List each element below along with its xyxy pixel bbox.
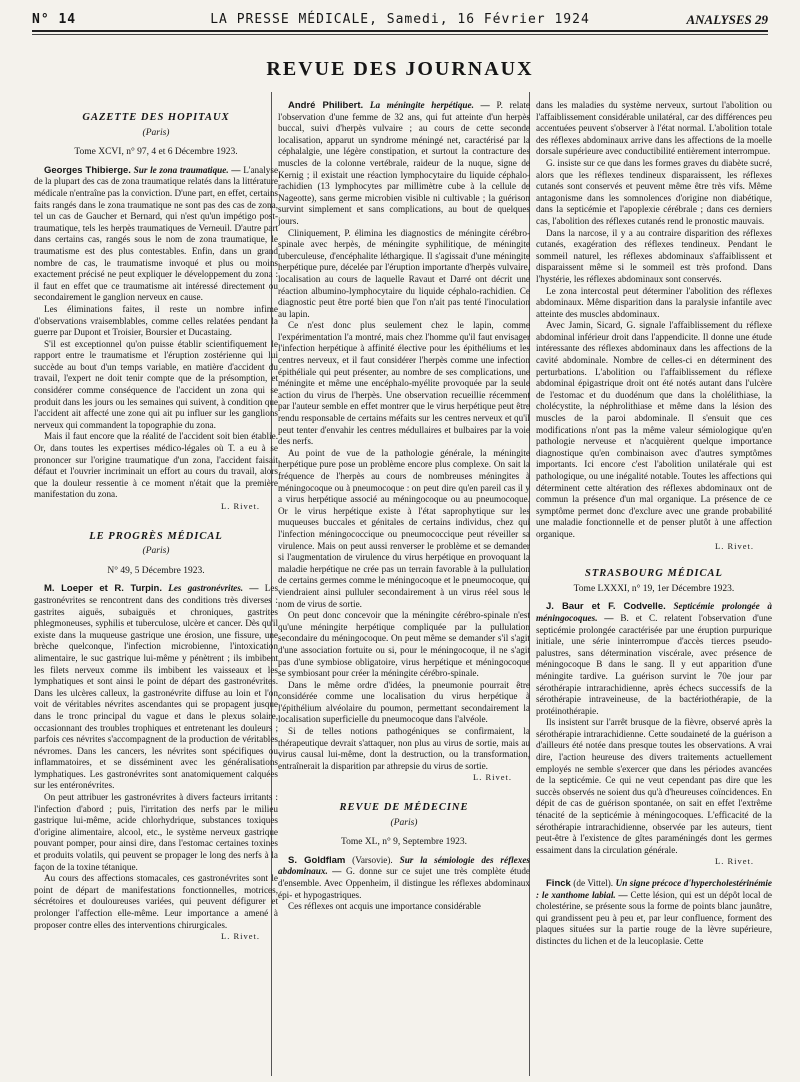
journal-city: (Paris) (142, 127, 170, 138)
article-signature: L. Rivet. (221, 931, 260, 942)
column-1 (34, 100, 278, 1075)
article-paragraph: Dans la narcose, il y a au contraire disparition des réflexes cutanés, exagération des réflexes tendineux. Pendant le sommeil naturel, les réflexes abdominaux s'affaiblissent et disparaissent même si le sommeil est très profond. Dans l'hystérie, les réflexes abdominaux sont conservés. (536, 227, 772, 284)
article-paragraph: dans les maladies du système nerveux, surtout l'abolition ou l'affaiblissement considérable unilatéral, car des différences peu accentuées peuvent s'observer à l'état normal. L'abolition totale des réflexes abdominaux arrive dans les affections de la moelle dorsale supérieure avec conductibilité entièrement interrompue. (536, 100, 772, 157)
article-signature: L. Rivet. (715, 540, 754, 551)
journal-heading: REVUE DE MÉDECINE (339, 802, 469, 814)
article-author: S. Goldflam (288, 854, 346, 866)
column-3 (536, 100, 772, 1075)
article-paragraph: Dans le même ordre d'idées, la pneumonie pourrait être considérée comme une localisation du virus herpétique à l'épithélium alvéolaire du poumon, permettant secondairement la localisation superficielle du pneumocoque dans l'alvéole. (278, 679, 530, 725)
journal-issue: Tome XCVI, n° 97, 4 et 6 Décembre 1923. (74, 147, 238, 158)
article-paragraph: S. Goldflam (Varsovie). Sur la sémiologie des réflexes abdominaux. — G. donne sur ce sujet une très complète étude d'ensemble. Avec Oppenheim, il distingue les réflexes abdominaux épi- et hypogastriques. (278, 854, 530, 900)
article-paragraph: G. insiste sur ce que dans les formes graves du diabète sucré, alors que les réflexes tendineux disparaissent, les réflexes cutanés sont conservés et peuvent même être très vifs. Même antagonisme dans les somnolences d'origine non diabétique, dans la septicémie et l'apoplexie cérébrale ; dans ces derniers cas, l'abolition des réflexes cutanés rend le pronostic mauvais. (536, 157, 772, 226)
article-title: Un signe précoce d'hypercholestérinémie : le xanthome labial. — (536, 878, 772, 900)
article-paragraph: Ils insistent sur l'arrêt brusque de la fièvre, observé après la sérothérapie intrarachidienne. Cette soudaineté de la guérison a d'ailleurs été notée dans presque toutes les observations. A vrai dire, l'action heureuse des divers traitements actuellement employés ne semble s'exercer que dans les périodes avancées de la septicémie. Ce qui ne veut cependant pas dire que les succès observés ne soient dus qu'à d'heureuses coïncidences. En dépit de cas de guérison spontanée, on sait en effet l'extrême ténacité de la septicémie à méningocoques. L'efficacité de la sérothérapie intrarachidienne, observée par les auteurs, tient peut-être à l'existence de gîtes paraméningés dont les germes essaiment dans la circulation générale. (536, 717, 772, 855)
article-paragraph: Ces réflexes ont acquis une importance considérable (288, 901, 481, 912)
section-page: ANALYSES 29 (686, 12, 768, 27)
journal-heading: GAZETTE DES HOPITAUX (82, 112, 230, 123)
article-paragraph: M. Loeper et R. Turpin. Les gastronévrites. — Les gastronévrites se rencontrent dans des conditions très diverses : gastrites aiguës, subaiguës et chroniques, gastrites phlegmoneuses, syphilis et tuberculose, ulcère et cancer. Dès qu'il existe dans la muqueuse gastrique une érosion, une fissure, une brèche quelconque, l'infection microbienne, l'intoxication alimentaire, le suc gastrique lui-même y pénètrent ; ils imbibent les filets nerveux comme ils imbibent les vaisseaux et les lymphatiques et sont ainsi le point de départ des gastronévrites. Dans les ulcères calleux, la gastronévrite diffuse au loin et l'on voit de véritables névrites ascendantes qui se propagent jusque dans le tronc principal du vague et dans le plexus solaire, occasionnant des troubles trophiques et entretenant les douleurs ; parfois ces névrites s'accompagnent de la production de véritables névromes. Dans les cancers, les névrites sont spécifiques ou inflammatoires, et se disséminent avec les généralisations lymphatiques. Les gastronévrites sont anatomiquement calquées sur les entéronévrites. (34, 583, 278, 791)
column-2 (278, 100, 530, 1075)
running-header (32, 10, 768, 32)
article-author: Finck (546, 878, 571, 889)
issue-number: N° 14 (32, 12, 77, 27)
header-rule (32, 30, 768, 32)
article-paragraph: Mais il faut encore que la réalité de l'accident soit bien établie. Or, dans toutes les expertises médico-légales où T. a eu à se prononcer sur l'origine traumatique d'un zona, l'accident faisait défaut et l'ouvrier incriminait un effort au cours du travail, alors que la douleur ressentie à ce moment n'était que la première manifestation du zona. (34, 431, 278, 500)
article-paragraph: Cliniquement, P. élimina les diagnostics de méningite cérébro-spinale avec herpès, de méningite syphilitique, de méningite tuberculeuse, d'encéphalite léthargique. Il s'agissait d'une méningite herpétique pure, décelée par l'éruption importante d'herpès vulvaire, localisation au cours de laquelle Ravaut et Darré ont décrit une réaction albumino-lymphocytaire du liquide céphalo-rachidien. Ce diagnostic peut être porté bien que l'on n'ait pas tenté l'inoculation au lapin. (278, 227, 530, 319)
article-title: Les gastronévrites. — (168, 583, 259, 594)
article-author: M. Loeper et R. Turpin. (44, 583, 162, 595)
journal-issue: N° 49, 5 Décembre 1923. (107, 565, 205, 576)
header-rule-thin (32, 34, 768, 35)
article-paragraph: Au cours des affections stomacales, ces gastronévrites sont le point de départ de manifestations fonctionnelles, motrices, sécrétoires et douloureuses variées, qui peuvent défigurer et prolonger l'affection elle-même. Leur importance a amené à proposer contre elles des interventions chirurgicales. (34, 873, 278, 930)
article-signature: L. Rivet. (715, 856, 754, 867)
article-paragraph: Si de telles notions pathogéniques se confirmaient, la thérapeutique devrait s'attaquer, non plus au virus de sortie, mais au virus causal lui-même, dont la destruction, ou la transformation, entraînerait la disparition par athrepsie du virus de sortie. (278, 726, 530, 771)
journal-heading: STRASBOURG MÉDICAL (585, 568, 723, 580)
article-paragraph: On peut attribuer les gastronévrites à divers facteurs irritants : l'infection d'abord ; puis, l'irritation des nerfs par le milieu gastrique lui-même, acide chlorhydrique, substances toxiques d'origine alimentaire, alcool, etc., le système nerveux gastrique pouvant pomper, pour ainsi dire, dans l'estomac certaines toxines et produits volatils, qui peuvent se propager le long des nerfs à la façon de la toxine tétanique. (34, 792, 278, 872)
journal-issue: Tome XL, n° 9, Septembre 1923. (340, 837, 468, 848)
article-title: La méningite herpétique. — (369, 100, 490, 110)
journal-city: (Paris) (390, 817, 418, 828)
article-paragraph: S'il est exceptionnel qu'on puisse établir scientifiquement le rapport entre le traumatisme et l'éruption zostérienne qui lui succède au bout d'un temps variable, en matière d'accident du travail, l'expert ne doit tenir compte que de la présomption, et considérer comme conséquence de l'accident un zona qui se produit dans les jours ou les semaines qui suivent, à condition que l'accident ait affecté une zone qui ait pu influer sur les ganglions nerveux qui commandent la topographie du zona. (34, 338, 278, 430)
page-title: REVUE DES JOURNAUX (266, 58, 534, 80)
article-signature: L. Rivet. (221, 501, 260, 511)
article-title: Septicémie prolongée à méningocoques. — (536, 601, 772, 623)
article-paragraph: André Philibert. La méningite herpétique. — P. relate l'observation d'une femme de 32 ans, qui fut atteinte d'un herpès buccal, suivi d'herpès vulvaire ; au cours de cette seconde localisation, apparut un syndrome méningé net, caractérisé par la céphalalgie, une légère constipation, et surtout la contracture des muscles de la colonne vertébrale, raideur de la nuque, signe de Kernig ; il existait une réaction lymphocytaire du liquide céphalo-rachidien (13 lymphocytes par millimètre cube à la cellule de Nageotte), sans germe microbien visible ni cultivable ; la guérison survint simplement et sans complications, au bout de quelques jours. (278, 100, 530, 226)
article-author-location: (de Vittel). (573, 878, 614, 888)
article-paragraph: Les éliminations faites, il reste un nombre infime d'observations vraisemblables, comme celles relatées pendant la guerre par Dupont et Troisier, Boursier et Ducastaing. (34, 303, 278, 338)
article-paragraph: Finck (de Vittel). Un signe précoce d'hypercholestérinémie : le xanthome labial. — Cette lésion, qui est un dépôt local de cholestérine, se présente sous la forme de points blanc jaunâtre, qui grandissent peu à peu et, par leur confluence, forment des plaques situées sur la partie rouge de la lèvre supérieure, distinctes du lichen et de la leucoplasie. Cette (536, 878, 772, 946)
article-author: Georges Thibierge. (44, 164, 131, 176)
article-paragraph: Georges Thibierge. Sur le zona traumatique. — L'analyse de la plupart des cas de zona traumatique relatés dans la littérature médicale n'entraîne pas la conviction. D'une part, en effet, certains faits rangés dans le zona traumatique ne sont pas des cas de zona, tel un cas de Gaucher et Bernard, qui n'est qu'un impétigo post-traumatique, tels les herpès traumatiques de Verneuil. D'autre part dans certains cas, rangés sous le nom de zona traumatique, le traumatisme est des plus contestables. Enfin, dans un grand nombre de cas, le traumatisme invoqué et plus ou moins exactement précisé ne peut expliquer le développement du zona : il faut en effet que ce traumatisme ait intéressé directement ou secondairement le ganglion nerveux en cause. (34, 164, 278, 303)
article-signature: L. Rivet. (473, 772, 512, 783)
article-title: Sur le zona traumatique. — (133, 164, 241, 175)
article-paragraph: Avec Jamin, Sicard, G. signale l'affaiblissement du réflexe abdominal inférieur droit dans l'appendicite. Il donne une étude intéressante des réflexes abdominaux dans les affections de la cavité abdominale. Nombre de celles-ci en déterminent des perturbations. L'abolition ou l'affaiblissement du réflexe abdominal épigastrique droit ont été notés autant dans l'ulcère de l'estomac et du duodénum que dans la cholélithiase, la cholécystite, la néphrolithiase et même dans la lésion des muscles de la paroi abdominale. Il s'ensuit que ces modifications n'ont pas la même valeur sémiologique qu'en pathologie nerveuse et n'acquièrent quelque importance diagnostique qu'en combinaison avec d'autres symptômes importants. Ici encore c'est l'abolition unilatérale qui est pathologique, ou une inégalité notable. Toutes les affections qui déterminent cette altération des réflexes abdominaux ont de commun la présence d'un mal organique. La présence de ce symptôme permet donc d'exclure avec une grande probabilité une maladie fonctionnelle et de penser plutôt à une affection organique. (536, 320, 772, 539)
article-paragraph: On peut donc concevoir que la méningite cérébro-spinale n'est qu'une méningite herpétique compliquée par la pullulation secondaire du méningocoque. On peut même se demander s'il s'agit d'une association fortuite ou si, pour le méningocoque, il ne s'agit pas d'une symbiose obligatoire, virus herpétique et méningocoque se symbiosant pour créer la méningite cérébro-spinale. (278, 610, 530, 679)
journal-issue: Tome LXXXI, n° 19, 1er Décembre 1923. (573, 583, 735, 594)
article-title: Sur la sémiologie des réflexes abdominaux. — (278, 854, 530, 877)
journal-heading: LE PROGRÈS MÉDICAL (89, 530, 223, 542)
article-author: André Philibert. (288, 100, 364, 111)
journal-city: (Paris) (142, 546, 170, 557)
article-author: J. Baur et F. Codvelle. (546, 601, 666, 613)
article-paragraph: J. Baur et F. Codvelle. Septicémie prolongée à méningocoques. — B. et C. relatent l'observation d'une septicémie prolongée caractérisée par une éruption purpurique initiale, une série ininterrompue d'accès tierces pseudo-palustres, sans détermination viscérale, avec présence de méningocoque B dans le sang. Il y eut apparition d'une méningite tardive. La guérison survint le 70e jour par sérothérapie intrarachidienne, après échecs successifs de la sérothérapie intraveineuse, de la bactériothérapie, de la protéinothérapie. (536, 601, 772, 716)
article-author-location: (Varsovie). (352, 854, 393, 865)
article-paragraph: Ce n'est donc plus seulement chez le lapin, comme l'expérimentation l'a montré, mais chez l'homme qu'il faut envisager l'infection herpétique à affinité élective pour les épithéliums et les centres nerveux, et il faut considérer l'herpès comme une infection épithéliale qui peut présenter, au nombre de ses complications, une méningite et même une encéphalo-myélite provoquée par la seule action du virus de l'herpès. Une observation recueillie récemment par l'auteur semble en effet montrer que le virus herpétique peut être rendu responsable de certains méfaits sur les centres nerveux et qu'il peut tenter d'envahir les centres médullaires et bulbaires par la voie des nerfs. (278, 320, 530, 447)
journal-title: LA PRESSE MÉDICALE, Samedi, 16 Février 1924 (210, 12, 590, 27)
article-paragraph: Le zona intercostal peut déterminer l'abolition des réflexes abdominaux. Même disparition dans la paralysie infantile avec atteinte des muscles abdominaux. (536, 285, 772, 319)
article-paragraph: Au point de vue de la pathologie générale, la méningite herpétique pure pose un problème encore plus complexe. On sait la fréquence de l'herpès au cours de nombreuses méningites à méningocoque ou à pneumocoque : on peut dire qu'en pareil cas il y a virus herpétique associé au méningocoque ou au pneumocoque. Or le virus herpétique existe à l'état saprophytique sur les muqueuses buccales et génitales de certains individus, chez qui l'infection méningococcique ou pneumococcique peut réveiller sa virulence. Mais on peut aussi renverser le problème et se demander si l'augmentation de virulence du virus herpétique en provoquant la maladie herpétique ne crée pas un terrain favorable à la pullulation de certains germes comme le méningocoque et le pneumocoque, qui viendraient ainsi pulluler secondairement à un virus réel sous le nom de virus de sortie. (278, 447, 530, 609)
